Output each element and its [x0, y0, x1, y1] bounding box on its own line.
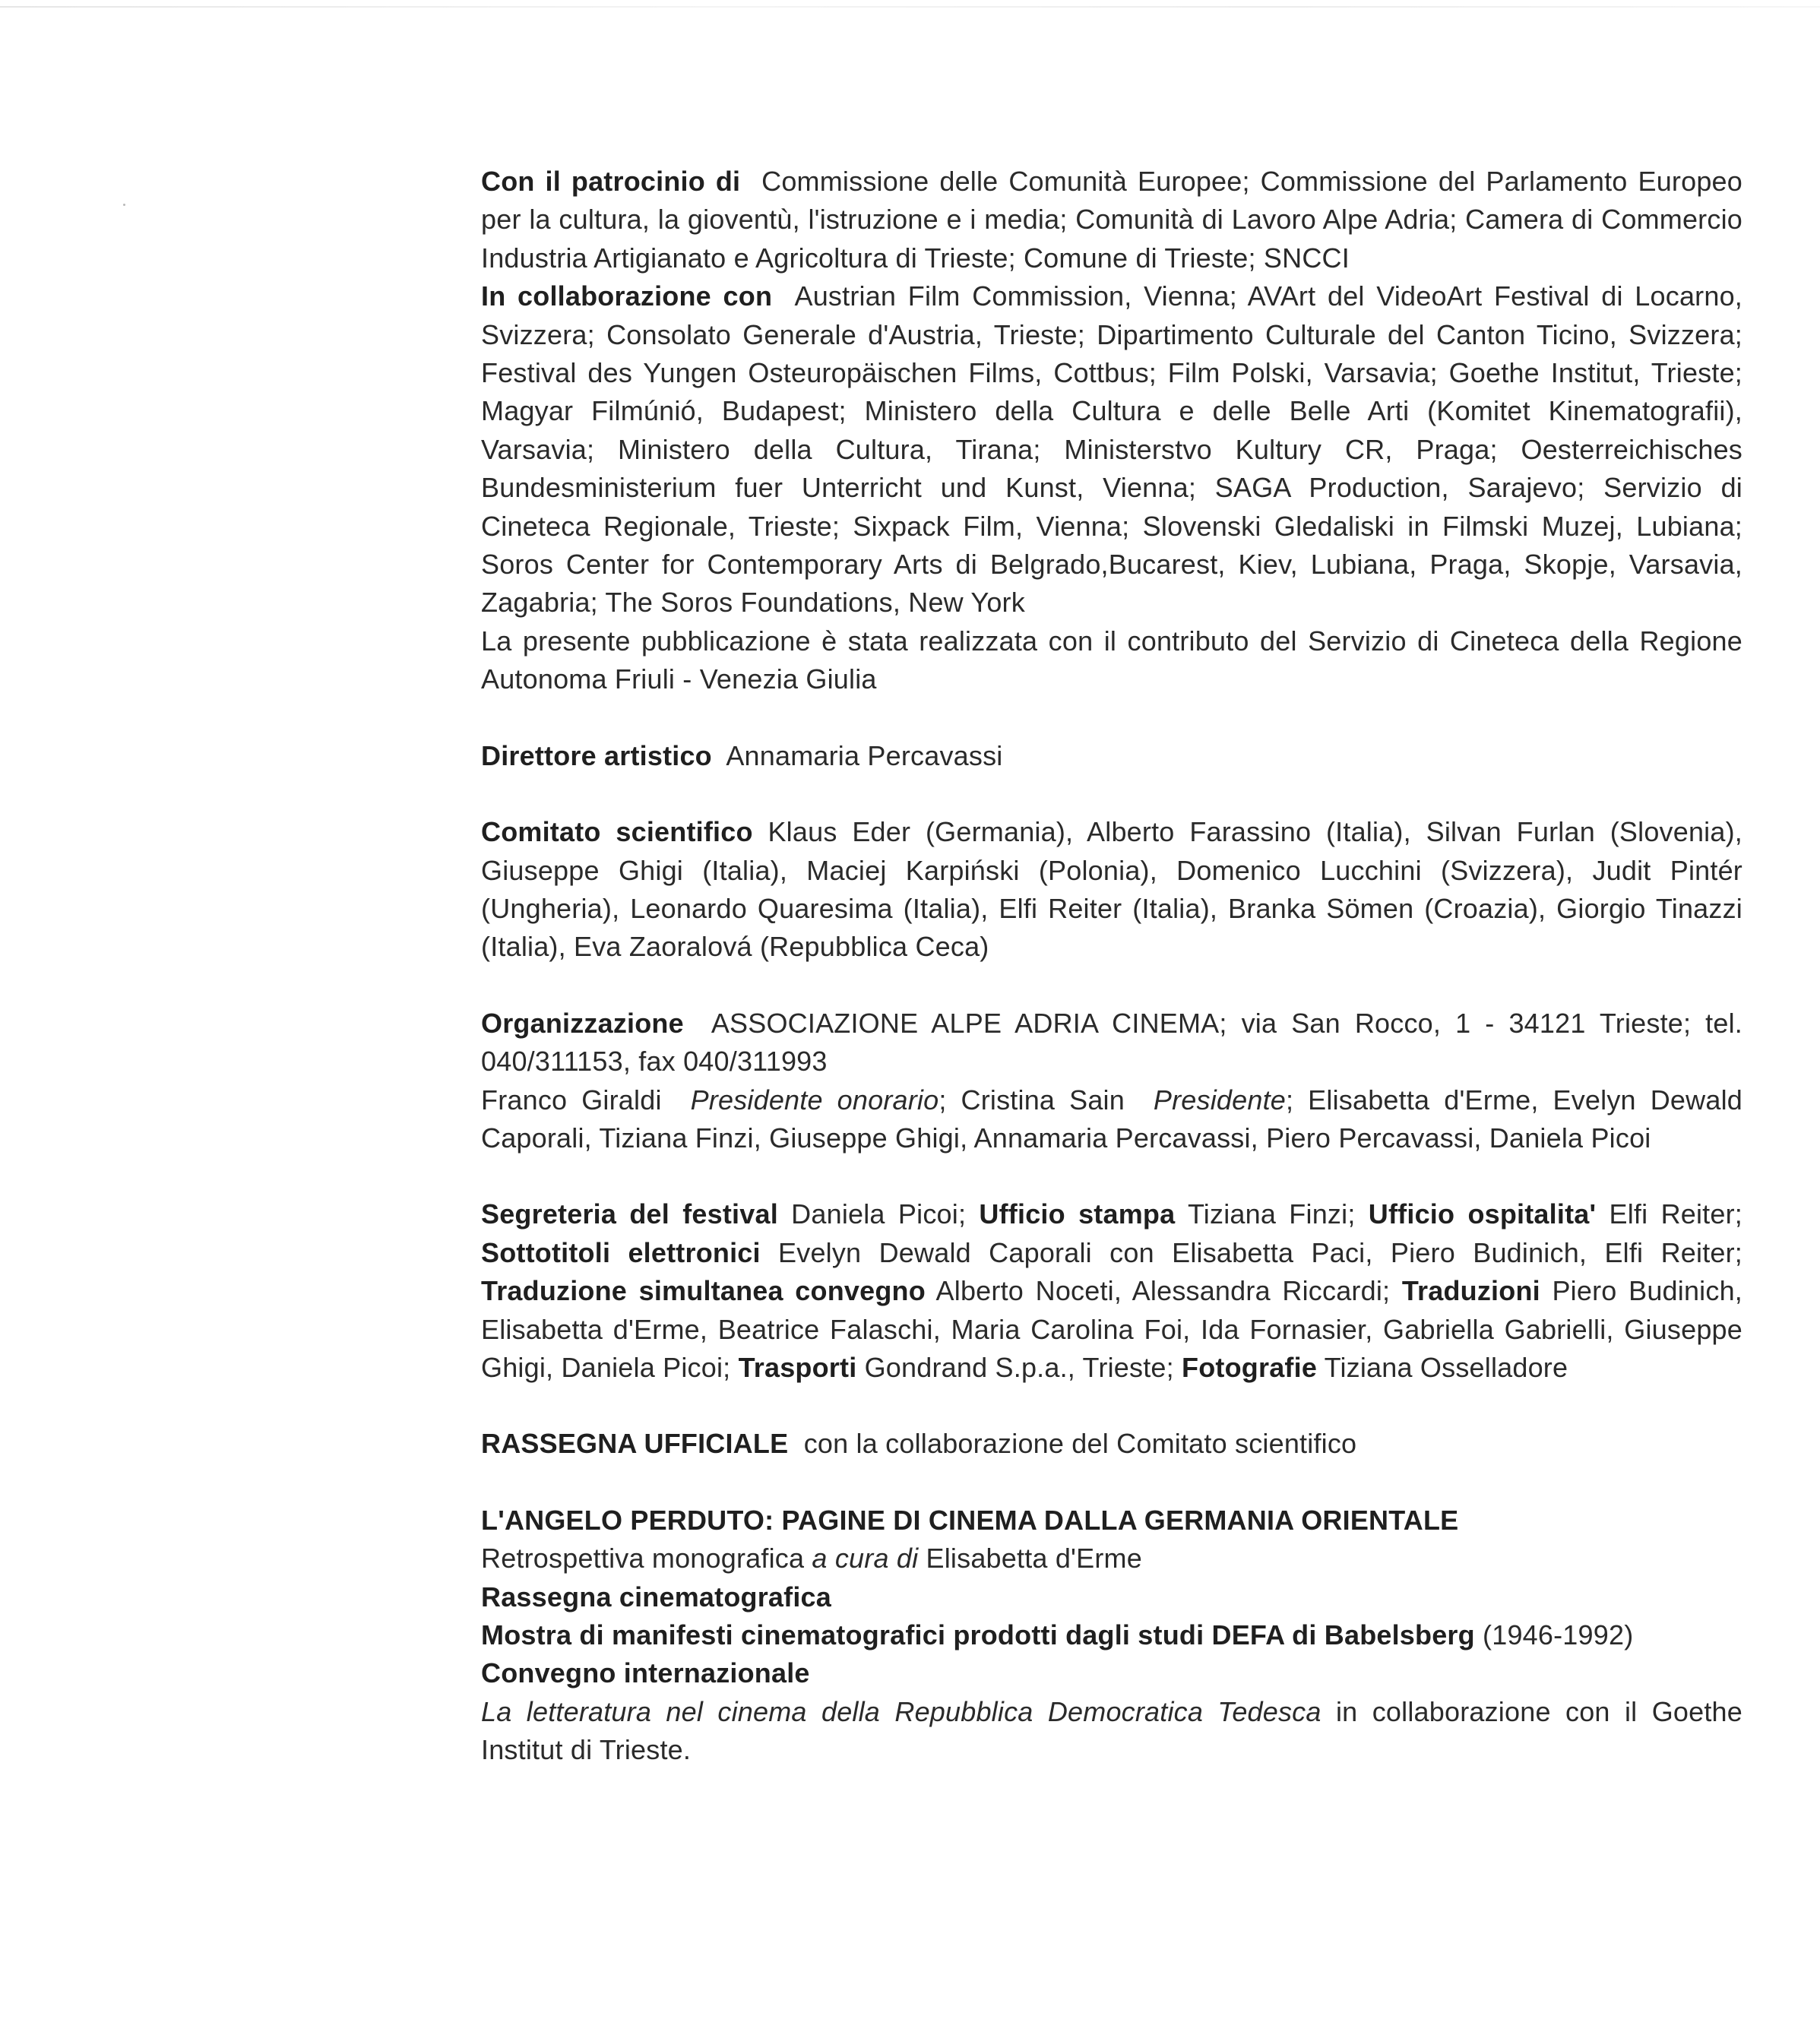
role-honorary: Presidente onorario: [690, 1084, 939, 1116]
hospitality-label: Ufficio ospitalita': [1368, 1198, 1597, 1230]
official-paragraph: [481, 1425, 1742, 1463]
collaboration-text: Austrian Film Commission, Vienna; AVArt del VideoArt Festival di Locarno, Svizzera; Consolato Generale d'Austria, Trieste; Dipartimento Culturale del Canton Ticino, Svizzera; Festival des Yungen Osteuropäischen Films, Cottbus; Film Polski, Varsavia; Goethe Institut, Trieste; Magyar Filmúnió, Budapest; Ministero della Cultura e delle Belle Arti (Komitet Kinematografii), Varsavia; Ministero della Cultura, Tirana; Ministerstvo Kultury CR, Praga; Oesterreichisches Bundesministerium fuer Unterricht und Kunst, Vienna; SAGA Production, Sarajevo; Servizio di Cineteca Regionale, Trieste; Sixpack Film, Vienna; Slovenski Gledaliski in Filmski Muzej, Lubiana; Soros Center for Contemporary Arts di Belgrado,Bucarest, Kiev, Lubiana, Praga, Skopje, Varsavia, Zagabria; The Soros Foundations, New York: [481, 280, 1742, 619]
director-paragraph: [481, 737, 1742, 775]
credits-text: [481, 163, 1742, 1770]
official-label: RASSEGNA UFFICIALE: [481, 1428, 789, 1460]
patronage-label: Con il patrocinio di: [481, 166, 741, 197]
publication-note: La presente pubblicazione è stata realizzata con il contributo del Servizio di Cineteca della Regione Autonoma Friuli - Venezia Giulia: [481, 625, 1742, 695]
conference-title: La letteratura nel cinema della Repubblica Democratica Tedesca: [481, 1695, 1321, 1727]
scan-speck: [123, 204, 125, 206]
committee-members: Klaus Eder (Germania), Alberto Farassino (Italia), Silvan Furlan (Slovenia), Giuseppe Ghigi (Italia), Maciej Karpiński (Polonia), Domenico Lucchini (Svizzera), Judit Pintér (Ungheria), Leonardo Quaresima (Italia), Elfi Reiter (Italia), Branka Sömen (Croazia), Giorgio Tinazzi (Italia), Eva Zaoralová (Repubblica Ceca): [481, 816, 1742, 963]
patronage-text: Commissione delle Comunità Europee; Commissione del Parlamento Europeo per la cultura, la gioventù, l'istruzione e i media; Comunità di Lavoro Alpe Adria; Camera di Commercio Industria Artigianato e Agricoltura di Trieste; Comune di Trieste; SNCCI: [481, 166, 1742, 274]
interpreting-label: Traduzione simultanea convegno: [481, 1275, 926, 1307]
retrospective-curator: Elisabetta d'Erme: [926, 1543, 1142, 1575]
director-name: Annamaria Percavassi: [726, 739, 1003, 771]
press-label: Ufficio stampa: [979, 1198, 1176, 1230]
transport-label: Trasporti: [738, 1351, 857, 1383]
photos-label: Fotografie: [1182, 1351, 1318, 1383]
role-president: Presidente: [1153, 1084, 1287, 1116]
conference-paragraph: [481, 1693, 1742, 1770]
transport-text: Gondrand S.p.a., Trieste;: [864, 1351, 1174, 1383]
organization-label: Organizzazione: [481, 1007, 684, 1039]
subtitles-text: Evelyn Dewald Caporali con Elisabetta Paci, Piero Budinich, Elfi Reiter;: [778, 1236, 1743, 1268]
patronage-paragraph: [481, 163, 1742, 277]
secretariat-label: Segreteria del festival: [481, 1198, 778, 1230]
secretariat-text: Daniela Picoi;: [791, 1198, 967, 1230]
retrospective-subtitle: [481, 1540, 1742, 1578]
translations-text: Piero Budinich, Elisabetta d'Erme, Beatrice Falaschi, Maria Carolina Foi, Ida Fornasier, Gabriella Gabrielli, Giuseppe Ghigi, Daniela Picoi;: [481, 1275, 1742, 1383]
hospitality-text: Elfi Reiter;: [1609, 1198, 1742, 1230]
committee-paragraph: [481, 813, 1742, 967]
staff-paragraph: [481, 1195, 1742, 1387]
staff-president-name: ; Cristina Sain: [938, 1084, 1125, 1116]
collaboration-paragraph: [481, 277, 1742, 622]
film-series: Rassegna cinematografica: [481, 1581, 831, 1612]
director-label: Direttore artistico: [481, 739, 712, 771]
staff-honorary-name: Franco Giraldi: [481, 1084, 662, 1116]
retrospective-subtitle-a: Retrospettiva monografica: [481, 1543, 805, 1575]
staff-members: ; Elisabetta d'Erme, Evelyn Dewald Caporali, Tiziana Finzi, Giuseppe Ghigi, Annamaria Percavassi, Piero Percavassi, Daniela Picoi: [481, 1084, 1742, 1154]
conference-text: in collaborazione con il Goethe Institut di Trieste.: [481, 1695, 1743, 1766]
photos-text: Tiziana Osselladore: [1324, 1351, 1568, 1383]
translations-label: Traduzioni: [1401, 1275, 1540, 1307]
retrospective-title: L'ANGELO PERDUTO: PAGINE DI CINEMA DALLA GERMANIA ORIENTALE: [481, 1504, 1459, 1536]
exhibition-paragraph: [481, 1616, 1742, 1654]
organization-address: ASSOCIAZIONE ALPE ADRIA CINEMA; via San Rocco, 1 - 34121 Trieste; tel. 040/311153, fax 040/311993: [481, 1007, 1743, 1078]
subtitles-label: Sottotitoli elettronici: [481, 1236, 761, 1268]
conference-label: Convegno internazionale: [481, 1657, 810, 1689]
interpreting-text: Alberto Noceti, Alessandra Riccardi;: [935, 1275, 1391, 1307]
organization-paragraph: [481, 1005, 1742, 1081]
organization-staff: [481, 1081, 1742, 1158]
exhibition-years: (1946-1992): [1483, 1619, 1634, 1650]
press-text: Tiziana Finzi;: [1187, 1198, 1356, 1230]
exhibition-title: Mostra di manifesti cinematografici prodotti dagli studi DEFA di Babelsberg: [481, 1619, 1475, 1650]
official-text: con la collaborazione del Comitato scientifico: [803, 1428, 1357, 1460]
committee-label: Comitato scientifico: [481, 816, 753, 848]
collaboration-label: In collaborazione con: [481, 280, 773, 312]
retrospective-curated: a cura di: [812, 1543, 919, 1575]
scan-edge-line: [0, 6, 1820, 8]
